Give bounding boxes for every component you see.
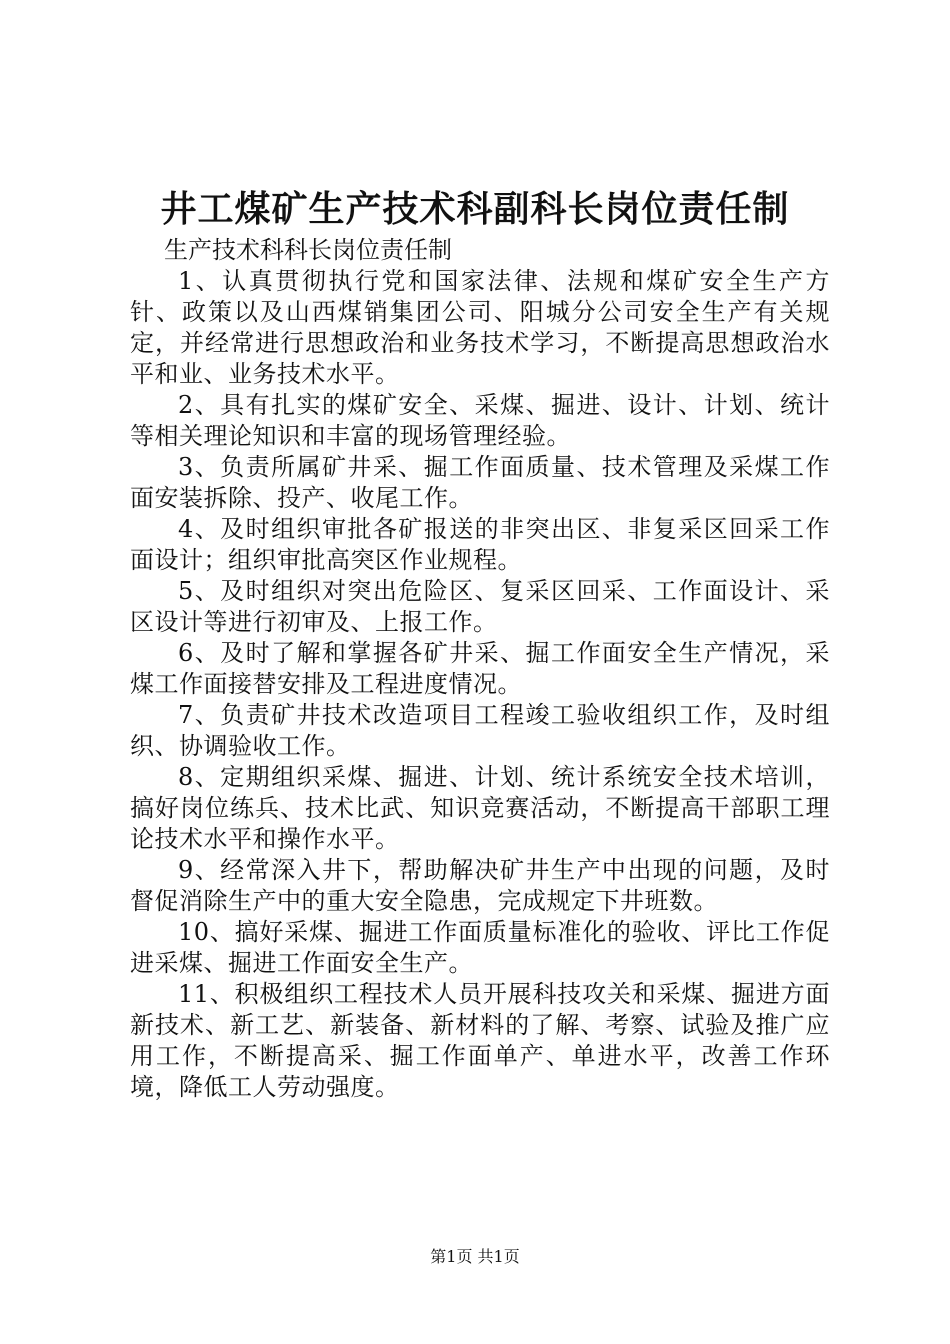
document-subtitle: 生产技术科科长岗位责任制 [164,236,452,264]
paragraph-3: 3、负责所属矿井采、掘工作面质量、技术管理及采煤工作面安装拆除、投产、收尾工作。 [130,453,830,512]
document-body [130,235,830,1103]
paragraph-10: 10、搞好采煤、掘进工作面质量标准化的验收、评比工作促进采煤、掘进工作面安全生产。 [130,918,830,977]
paragraph-6: 6、及时了解和掌握各矿井采、掘工作面安全生产情况，采煤工作面接替安排及工程进度情况。 [130,639,830,698]
paragraph-1: 1、认真贯彻执行党和国家法律、法规和煤矿安全生产方针、政策以及山西煤销集团公司、阳城分公司安全生产有关规定，并经常进行思想政治和业务技术学习，不断提高思想政治水平和业、业务技术水平。 [130,267,830,388]
document-title: 井工煤矿生产技术科副科长岗位责任制 [160,188,790,230]
paragraph-11: 11、积极组织工程技术人员开展科技攻关和采煤、掘进方面新技术、新工艺、新装备、新材料的了解、考察、试验及推广应用工作，不断提高采、掘工作面单产、单进水平，改善工作环境，降低工人劳动强度。 [130,980,830,1101]
page-footer: 第1页 共1页 [430,1247,520,1266]
paragraph-5: 5、及时组织对突出危险区、复采区回采、工作面设计、采区设计等进行初审及、上报工作。 [130,577,830,636]
paragraph-8: 8、定期组织采煤、掘进、计划、统计系统安全技术培训，搞好岗位练兵、技术比武、知识竞赛活动，不断提高干部职工理论技术水平和操作水平。 [130,763,830,853]
paragraph-7: 7、负责矿井技术改造项目工程竣工验收组织工作，及时组织、协调验收工作。 [130,701,830,760]
paragraph-2: 2、具有扎实的煤矿安全、采煤、掘进、设计、计划、统计等相关理论知识和丰富的现场管理经验。 [130,391,830,450]
paragraph-4: 4、及时组织审批各矿报送的非突出区、非复采区回采工作面设计；组织审批高突区作业规程。 [130,515,830,574]
paragraph-9: 9、经常深入井下，帮助解决矿井生产中出现的问题，及时督促消除生产中的重大安全隐患，完成规定下井班数。 [130,856,830,915]
